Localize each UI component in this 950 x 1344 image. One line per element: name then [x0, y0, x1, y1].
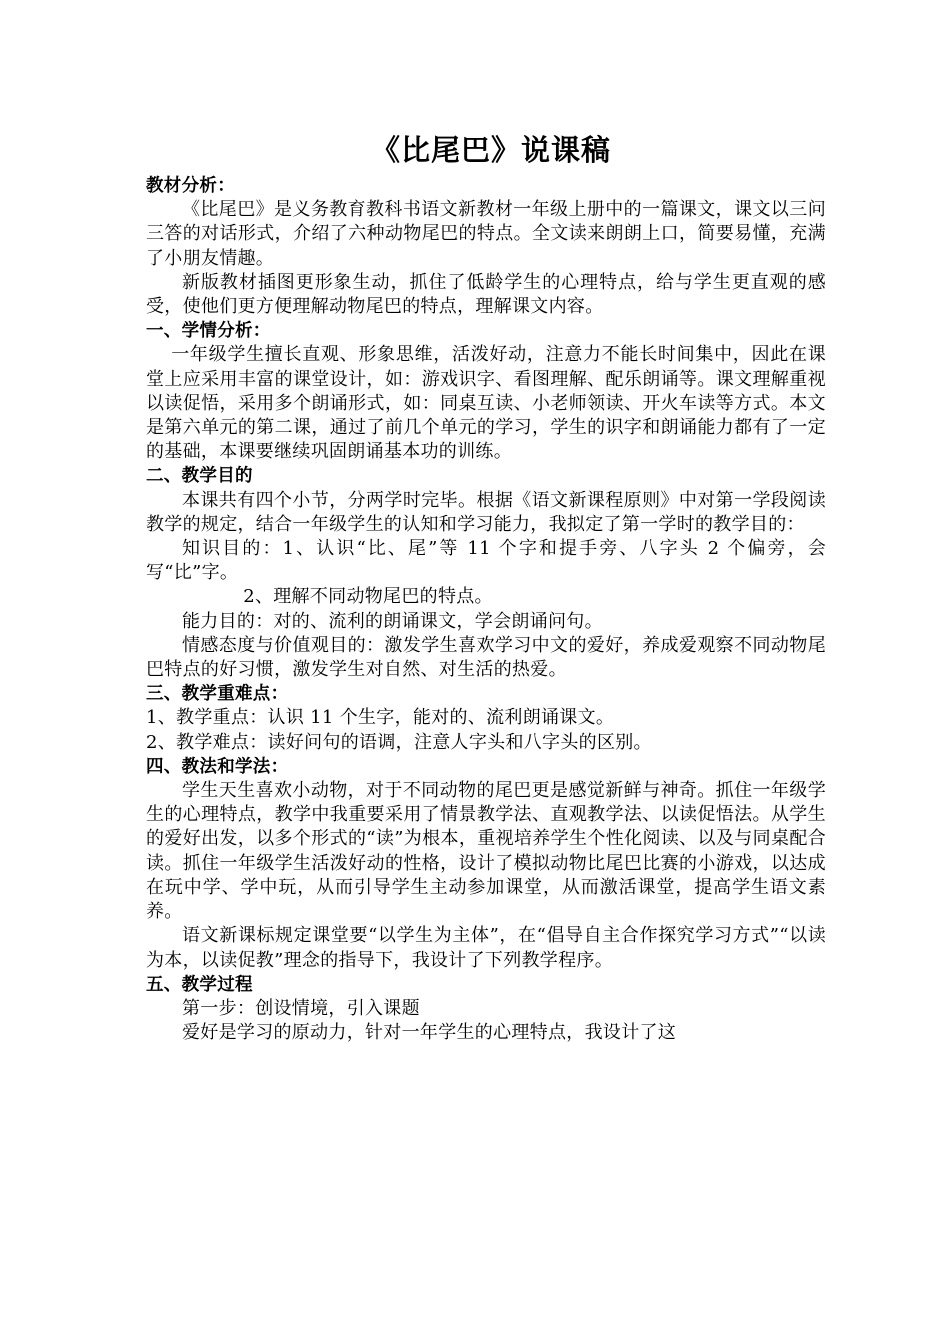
- document-page: [146, 132, 826, 1045]
- document-title: 《比尾巴》说课稿: [370, 133, 611, 167]
- paragraph: 能力目的：对的、流利的朗诵课文，学会朗诵问句。: [182, 610, 603, 632]
- section-textbook-analysis: [146, 174, 826, 319]
- section-heading: 一、学情分析：: [146, 321, 271, 342]
- section-heading: 教材分析：: [146, 176, 235, 196]
- paragraph: 2、理解不同动物尾巴的特点。: [243, 586, 493, 608]
- section-key-points: [146, 682, 826, 755]
- paragraph: 本课共有四个小节，分两学时完毕。根据《语文新课程原则》中对第一学段阅读教学的规定，结合一年级学生的认知和学习能力，我拟定了第一学时的教学目的：: [146, 489, 826, 535]
- section-heading: 四、教法和学法：: [146, 756, 289, 777]
- paragraph: 知识目的：1、认识“比、尾”等 11 个字和提手旁、八字头 2 个偏旁，会写“比”字。: [146, 538, 826, 584]
- paragraph: 爱好是学习的原动力，针对一年学生的心理特点，我设计了这: [182, 1022, 677, 1044]
- paragraph: 第一步：创设情境，引入课题: [182, 997, 420, 1019]
- paragraph: 学生天生喜欢小动物，对于不同动物的尾巴更是感觉新鲜与神奇。抓住一年级学生的心理特点，教学中我重要采用了情景教学法、直观教学法、以读促悟法。从学生的爱好出发，以多个形式的“读”为根本，重视培养学生个性化阅读、以及与同桌配合读。抓住一年级学生活泼好动的性格，设计了模拟动物比尾巴比赛的小游戏，以达成在玩中学、学中玩，从而引导学生主动参加课堂，从而激活课堂，提高学生语文素养。: [146, 780, 826, 923]
- section-teaching-process: [146, 973, 826, 1046]
- section-heading: 五、教学过程: [146, 974, 253, 995]
- paragraph: 1、教学重点：认识 11 个生字，能对的、流利朗诵课文。: [146, 707, 615, 729]
- section-methods: [146, 755, 826, 973]
- section-student-analysis: [146, 319, 826, 464]
- paragraph: 一年级学生擅长直观、形象思维，活泼好动，注意力不能长时间集中，因此在课堂上应采用丰富的课堂设计，如：游戏识字、看图理解、配乐朗诵等。课文理解重视以读促悟，采用多个朗诵形式，如：同桌互读、小老师领读、开火车读等方式。本文是第六单元的第二课，通过了前几个单元的学习，学生的识字和朗诵能力都有了一定的基础，本课要继续巩固朗诵基本功的训练。: [146, 344, 826, 463]
- paragraph: 《比尾巴》是义务教育教科书语文新教材一年级上册中的一篇课文，课文以三问三答的对话形式，介绍了六种动物尾巴的特点。全文读来朗朗上口，简要易懂，充满了小朋友情趣。: [146, 199, 826, 269]
- paragraph: 新版教材插图更形象生动，抓住了低龄学生的心理特点，给与学生更直观的感受，使他们更方便理解动物尾巴的特点，理解课文内容。: [146, 271, 826, 318]
- section-heading: 三、教学重难点：: [146, 684, 289, 705]
- paragraph: 语文新课标规定课堂要“以学生为主体”，在“倡导自主合作探究学习方式”“以读为本，以读促教”理念的指导下，我设计了下列教学程序。: [146, 925, 826, 971]
- paragraph: 2、教学难点：读好问句的语调，注意人字头和八字头的区别。: [146, 731, 652, 753]
- paragraph: 情感态度与价值观目的：激发学生喜欢学习中文的爱好，养成爱观察不同动物尾巴特点的好习惯，激发学生对自然、对生活的热爱。: [146, 634, 826, 681]
- section-teaching-goals: [146, 464, 826, 682]
- section-heading: 二、教学目的: [146, 466, 253, 487]
